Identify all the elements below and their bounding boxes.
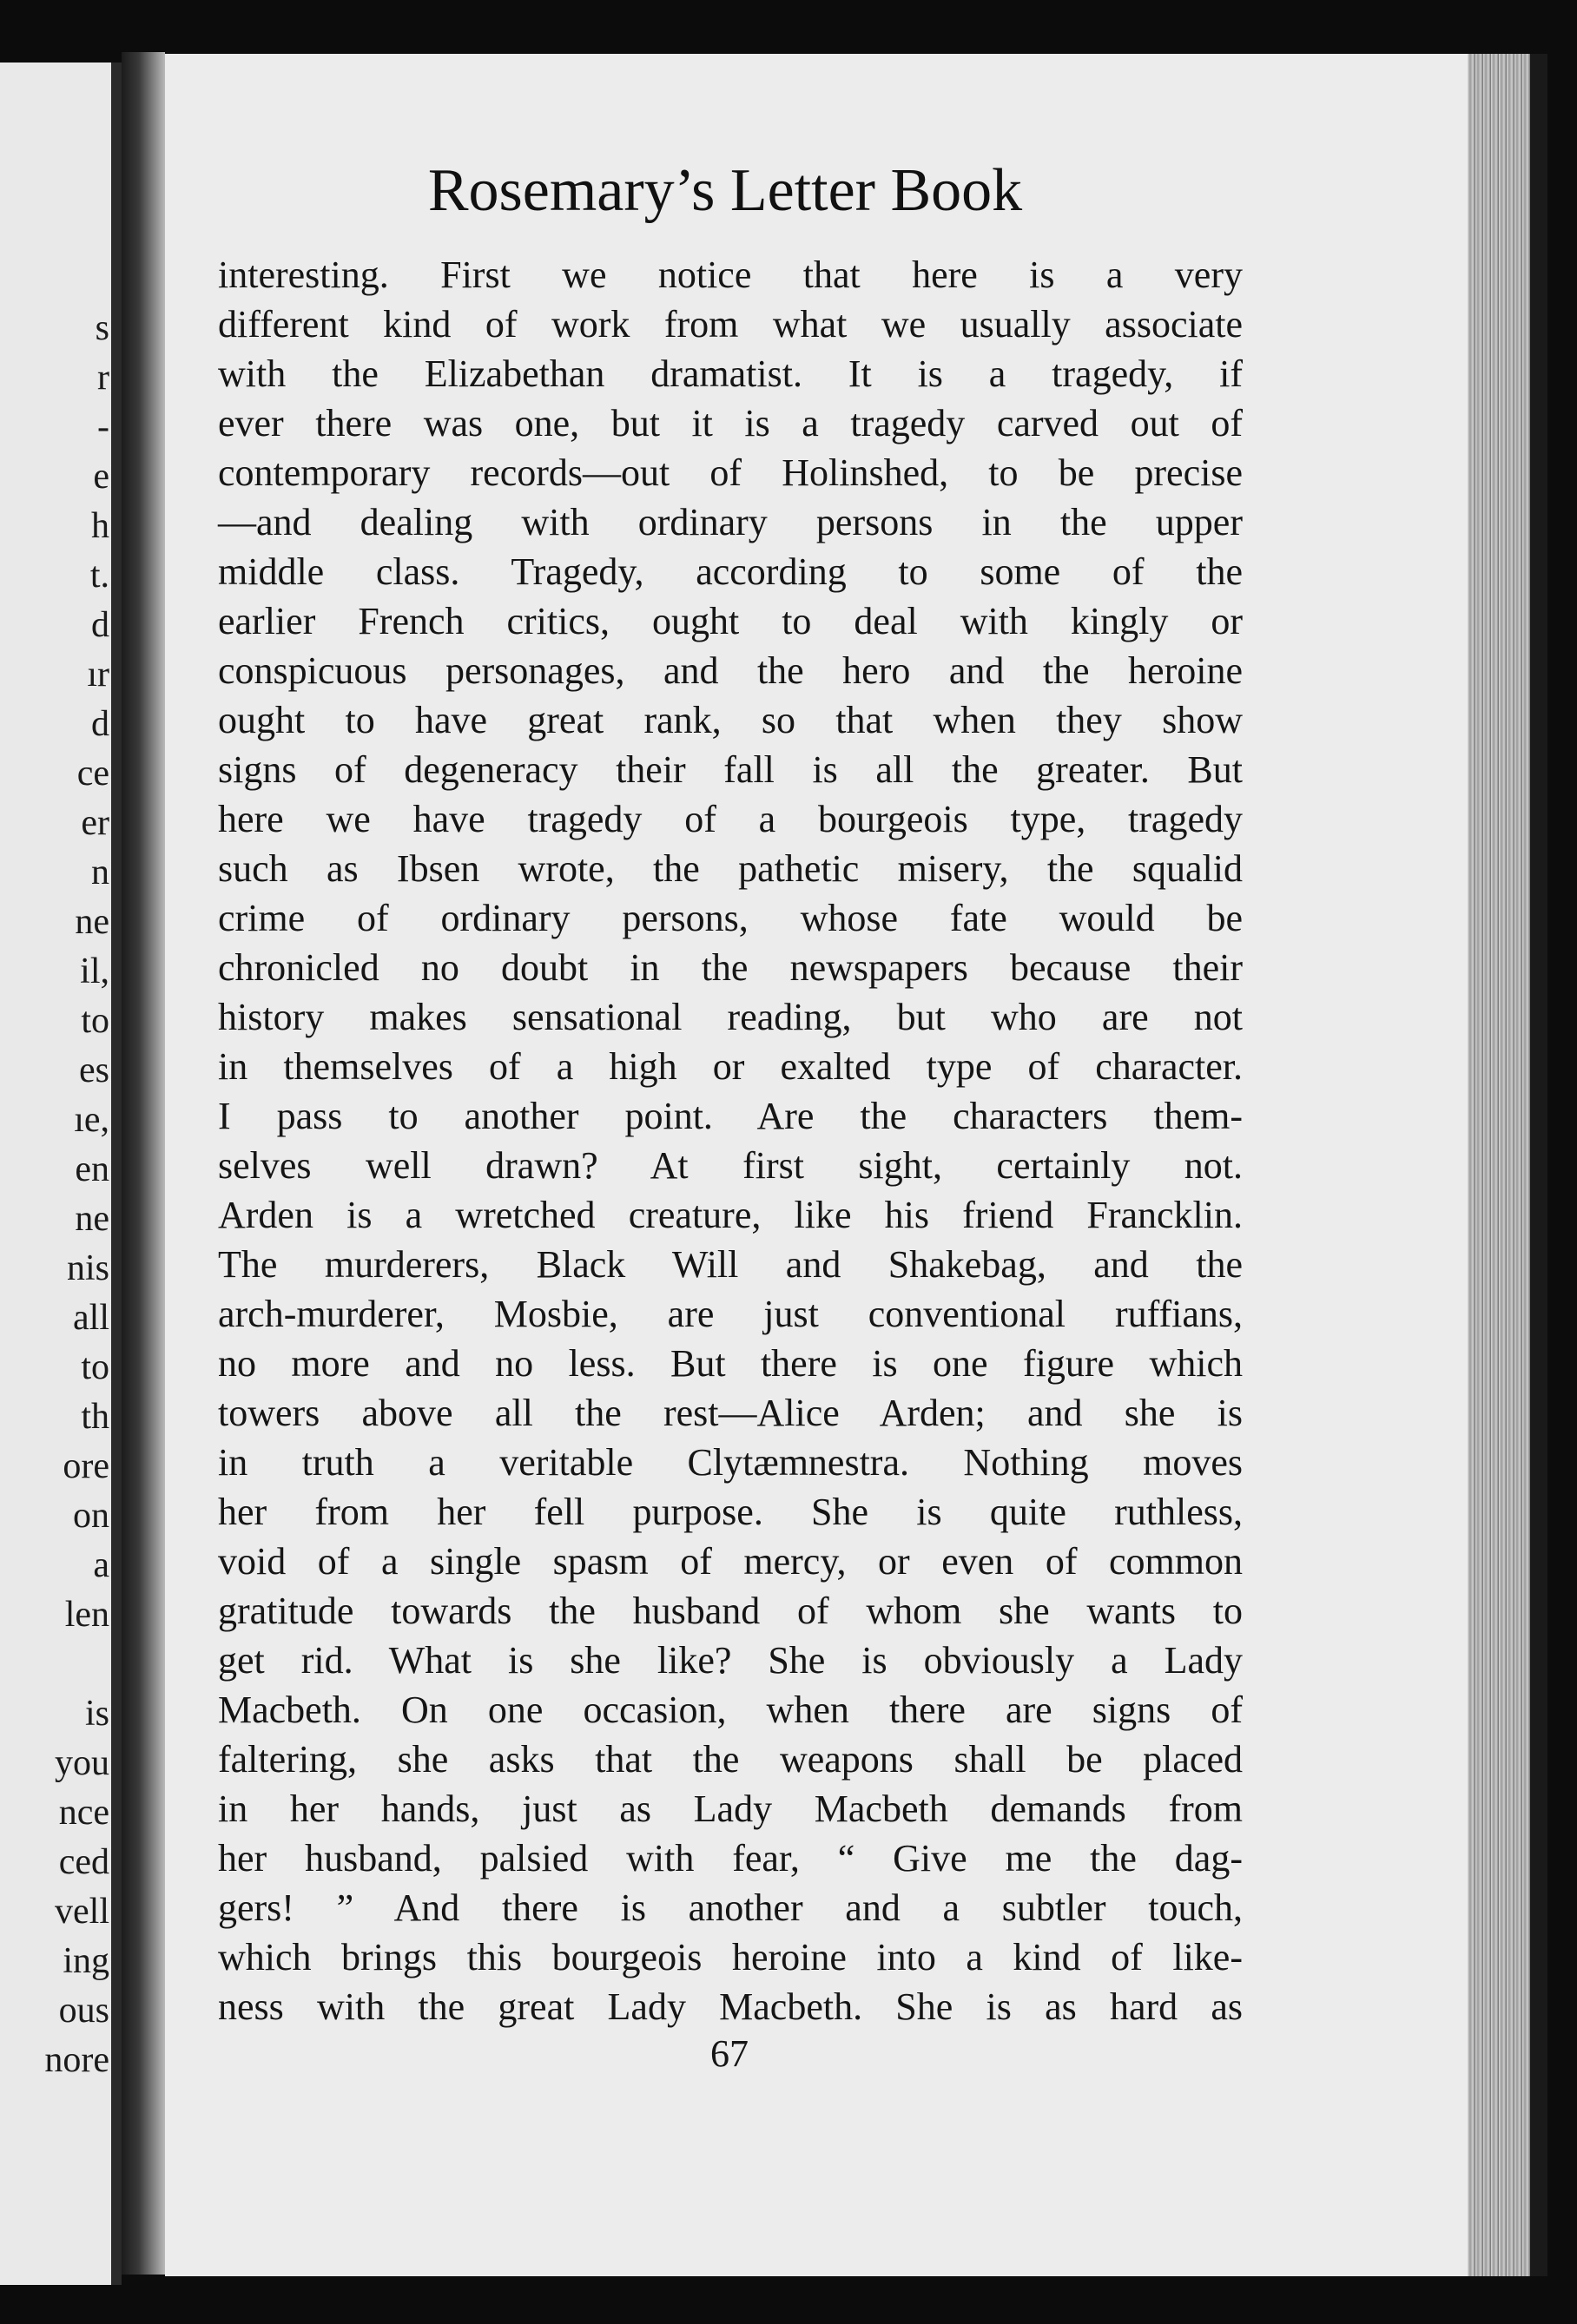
text-line: interesting. First we notice that here is a very: [218, 253, 1243, 296]
text-line: crime of ordinary persons, whose fate would be: [218, 897, 1243, 939]
text-line: gers! ” And there is another and a subtler touch,: [218, 1886, 1243, 1929]
facing-line-fragment: to: [81, 1347, 109, 1387]
text-line: such as Ibsen wrote, the pathetic misery, the squalid: [218, 847, 1243, 890]
text-line: different kind of work from what we usually associate: [218, 303, 1243, 346]
facing-line-fragment: d: [91, 704, 109, 744]
text-line: Macbeth. On one occasion, when there are signs of: [218, 1689, 1243, 1731]
text-line: faltering, she asks that the weapons shall be placed: [218, 1738, 1243, 1781]
facing-line-fragment: ing: [63, 1941, 109, 1981]
text-line: gratitude towards the husband of whom she wants to: [218, 1590, 1243, 1632]
text-line: in her hands, just as Lady Macbeth demands from: [218, 1787, 1243, 1830]
facing-line-fragment: h: [91, 506, 109, 546]
text-line: ever there was one, but it is a tragedy carved out of: [218, 402, 1243, 444]
text-line: in truth a veritable Clytæmnestra. Nothing moves: [218, 1441, 1243, 1484]
facing-page-edge: [111, 63, 122, 2285]
facing-line-fragment: ced: [58, 1842, 109, 1882]
book-cover-edge: [1530, 54, 1547, 2276]
text-line: earlier French critics, ought to deal with kingly or: [218, 600, 1243, 642]
facing-line-fragment: -: [97, 407, 109, 447]
facing-line-fragment: [0, 1640, 109, 1689]
facing-line-fragment: vell: [55, 1892, 109, 1932]
facing-line-fragment: ne: [75, 1199, 109, 1239]
text-line: here we have tragedy of a bourgeois type, tragedy: [218, 798, 1243, 840]
text-line: —and dealing with ordinary persons in the upper: [218, 501, 1243, 543]
facing-line-fragment: a: [93, 1545, 109, 1585]
facing-line-fragment: n: [91, 853, 109, 892]
facing-line-fragment: ore: [63, 1446, 109, 1486]
facing-line-fragment: nore: [44, 2040, 109, 2080]
text-line: conspicuous personages, and the hero and the heroine: [218, 649, 1243, 692]
text-line: chronicled no doubt in the newspapers because their: [218, 946, 1243, 989]
facing-line-fragment: e: [93, 457, 109, 497]
facing-line-fragment: is: [84, 1694, 109, 1734]
facing-line-fragment: ıe,: [74, 1100, 109, 1140]
facing-line-fragment: s: [95, 308, 109, 348]
text-line: ought to have great rank, so that when they show: [218, 699, 1243, 741]
facing-line-fragment: er: [81, 803, 109, 843]
page-number: 67: [710, 2032, 749, 2075]
facing-line-fragment: nce: [58, 1793, 109, 1833]
facing-line-fragment: en: [75, 1149, 109, 1189]
text-line: ness with the great Lady Macbeth. She is as hard as: [218, 1985, 1243, 2028]
facing-line-fragment: on: [73, 1496, 109, 1536]
facing-line-fragment: t.: [89, 556, 109, 596]
facing-line-fragment: len: [64, 1595, 109, 1635]
text-line: which brings this bourgeois heroine into a kind of like-: [218, 1936, 1243, 1978]
text-line: in themselves of a high or exalted type of character.: [218, 1045, 1243, 1088]
body-text: [218, 250, 1243, 2031]
text-line: void of a single spasm of mercy, or even of common: [218, 1540, 1243, 1583]
text-line: her husband, palsied with fear, “ Give me the dag-: [218, 1837, 1243, 1880]
text-line: contemporary records—out of Holinshed, to be precise: [218, 451, 1243, 494]
facing-page: [0, 63, 122, 2285]
text-line: no more and no less. But there is one figure which: [218, 1342, 1243, 1385]
facing-line-fragment: es: [79, 1050, 109, 1090]
facing-line-fragment: th: [81, 1397, 109, 1437]
text-line: arch-murderer, Mosbie, are just conventional ruffians,: [218, 1293, 1243, 1335]
text-line: signs of degeneracy their fall is all the greater. But: [218, 748, 1243, 791]
facing-line-fragment: to: [81, 1001, 109, 1041]
facing-page-line-ends: [0, 304, 109, 2085]
text-line: Arden is a wretched creature, like his friend Francklin.: [218, 1194, 1243, 1236]
facing-line-fragment: d: [91, 605, 109, 645]
text-line: middle class. Tragedy, according to some of the: [218, 550, 1243, 593]
text-line: history makes sensational reading, but who are not: [218, 996, 1243, 1038]
page-stack-edge: [1468, 54, 1530, 2276]
text-line: her from her fell purpose. She is quite ruthless,: [218, 1491, 1243, 1533]
running-head: Rosemary’s Letter Book: [427, 157, 1023, 224]
facing-line-fragment: ne: [75, 902, 109, 942]
text-line: towers above all the rest—Alice Arden; and she is: [218, 1392, 1243, 1434]
facing-line-fragment: r: [97, 358, 109, 398]
text-line: The murderers, Black Will and Shakebag, and the: [218, 1243, 1243, 1286]
text-line: get rid. What is she like? She is obviously a Lady: [218, 1639, 1243, 1682]
text-line: selves well drawn? At first sight, certainly not.: [218, 1144, 1243, 1187]
text-line: with the Elizabethan dramatist. It is a tragedy, if: [218, 352, 1243, 395]
text-line: I pass to another point. Are the characters them-: [218, 1095, 1243, 1137]
facing-line-fragment: nis: [66, 1248, 109, 1288]
facing-line-fragment: ce: [76, 754, 109, 793]
facing-line-fragment: ous: [58, 1991, 109, 2031]
facing-line-fragment: il,: [80, 951, 109, 991]
book-gutter: [122, 52, 165, 2275]
facing-line-fragment: you: [55, 1743, 109, 1783]
facing-line-fragment: ır: [87, 655, 109, 695]
facing-line-fragment: all: [73, 1298, 109, 1338]
